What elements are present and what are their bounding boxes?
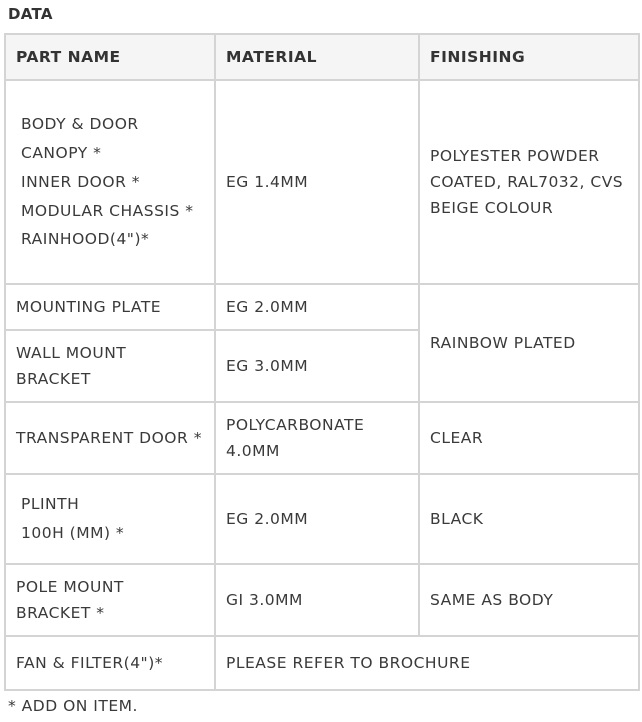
table-row xyxy=(5,636,639,690)
finishing-cell: BLACK xyxy=(419,474,639,564)
table-row xyxy=(5,402,639,474)
table-row xyxy=(5,474,639,564)
part-name-cell: WALL MOUNT BRACKET xyxy=(5,330,215,402)
table-row xyxy=(5,284,639,330)
part-name-cell xyxy=(5,474,215,564)
part-name-cell: MOUNTING PLATE xyxy=(5,284,215,330)
footnote: * ADD ON ITEM. xyxy=(8,697,138,715)
part-rainhood: RAINHOOD(4")* xyxy=(21,230,150,248)
part-name-cell: FAN & FILTER(4")* xyxy=(5,636,215,690)
material-cell: EG 2.0MM xyxy=(215,474,419,564)
part-inner-door: INNER DOOR * xyxy=(21,173,141,191)
material-cell: PLEASE REFER TO BROCHURE xyxy=(215,636,639,690)
header-material: MATERIAL xyxy=(215,34,419,80)
part-modular-chassis: MODULAR CHASSIS * xyxy=(21,202,194,220)
finishing-cell: RAINBOW PLATED xyxy=(419,284,639,402)
part-name-cell: TRANSPARENT DOOR * xyxy=(5,402,215,474)
table-header-row xyxy=(5,34,639,80)
material-cell: GI 3.0MM xyxy=(215,564,419,636)
spec-table xyxy=(4,33,640,691)
finishing-cell: POLYESTER POWDER COATED, RAL7032, CVS BEIGE COLOUR xyxy=(419,80,639,284)
table-row xyxy=(5,564,639,636)
material-cell: EG 1.4MM xyxy=(215,80,419,284)
table-row xyxy=(5,80,639,284)
part-body-door: BODY & DOOR xyxy=(21,115,139,133)
part-plinth: PLINTH xyxy=(21,495,80,513)
material-cell: EG 2.0MM xyxy=(215,284,419,330)
header-part-name: PART NAME xyxy=(5,34,215,80)
material-cell: EG 3.0MM xyxy=(215,330,419,402)
part-canopy: CANOPY * xyxy=(21,144,102,162)
finishing-cell: CLEAR xyxy=(419,402,639,474)
part-plinth-height: 100H (MM) * xyxy=(21,524,125,542)
header-finishing: FINISHING xyxy=(419,34,639,80)
section-heading: DATA xyxy=(8,5,53,23)
part-name-cell xyxy=(5,80,215,284)
finishing-cell: SAME AS BODY xyxy=(419,564,639,636)
part-name-cell: POLE MOUNT BRACKET * xyxy=(5,564,215,636)
material-cell: POLYCARBONATE 4.0MM xyxy=(215,402,419,474)
